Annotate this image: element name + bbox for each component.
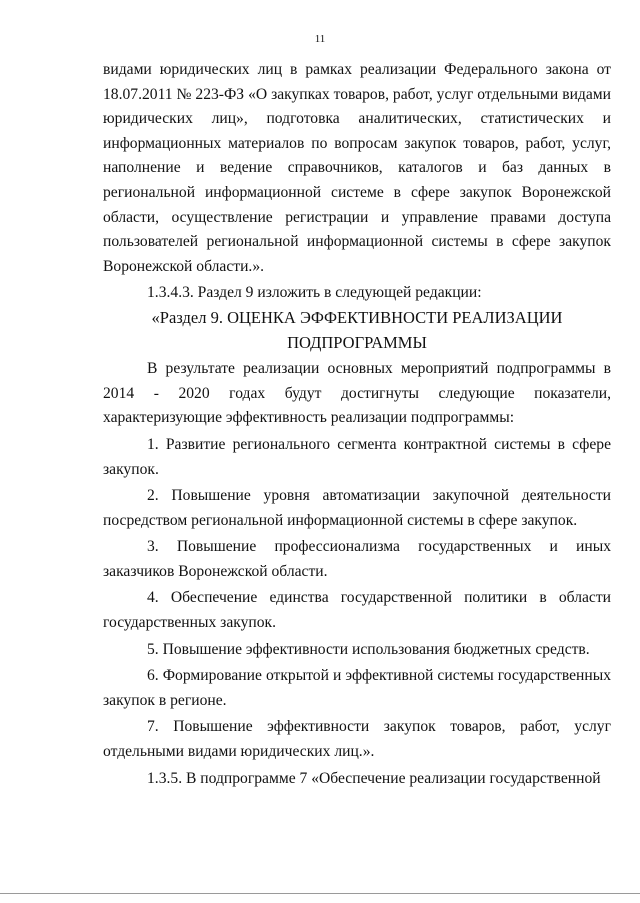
document-body bbox=[103, 58, 611, 791]
scan-edge-line bbox=[0, 893, 640, 894]
list-item-2: 2. Повышение уровня автоматизации закупочной деятельности посредством региональной информационной системы в сфере закупок. bbox=[103, 487, 611, 529]
list-item-7: 7. Повышение эффективности закупок товаров, работ, услуг отдельными видами юридических лиц.». bbox=[103, 718, 611, 761]
section-heading-line-2: ПОДПРОГРАММЫ bbox=[287, 332, 427, 352]
paragraph-continuation: видами юридических лиц в рамках реализации Федерального закона от 18.07.2011 № 223-ФЗ «О закупках товаров, работ, услуг отдельными видами юридических лиц», подготовка аналитических, статистических и информационных материалов по вопросам закупок товаров, работ, услуг, наполнение и ведение справочников, каталогов и баз данных в региональной информационной системе в сфере закупок Воронежской области, осуществление регистрации и управление правами доступа пользователей региональной информационной системы в сфере закупок Воронежской области.». bbox=[103, 61, 611, 275]
list-item-4: 4. Обеспечение единства государственной политики в области государственных закупок. bbox=[103, 589, 611, 632]
paragraph-section-instruction: 1.3.4.3. Раздел 9 изложить в следующей редакции: bbox=[147, 284, 482, 302]
list-item-1: 1. Развитие регионального сегмента контрактной системы в сфере закупок. bbox=[103, 435, 611, 478]
paragraph-results-intro: В результате реализации основных мероприятий подпрограммы в 2014 - 2020 годах будут достигнуты следующие показатели, характеризующие эффективность реализации подпрограммы: bbox=[103, 360, 611, 427]
paragraph-next-section: 1.3.5. В подпрограмме 7 «Обеспечение реализации государственной bbox=[147, 769, 601, 787]
page-number: 11 bbox=[314, 33, 326, 45]
list-item-5: 5. Повышение эффективности использования бюджетных средств. bbox=[147, 640, 590, 658]
list-item-6: 6. Формирование открытой и эффективной системы государственных закупок в регионе. bbox=[103, 667, 611, 709]
list-item-3: 3. Повышение профессионализма государственных и иных заказчиков Воронежской области. bbox=[103, 538, 611, 580]
section-heading-line-1: «Раздел 9. ОЦЕНКА ЭФФЕКТИВНОСТИ РЕАЛИЗАЦИИ bbox=[151, 307, 563, 327]
